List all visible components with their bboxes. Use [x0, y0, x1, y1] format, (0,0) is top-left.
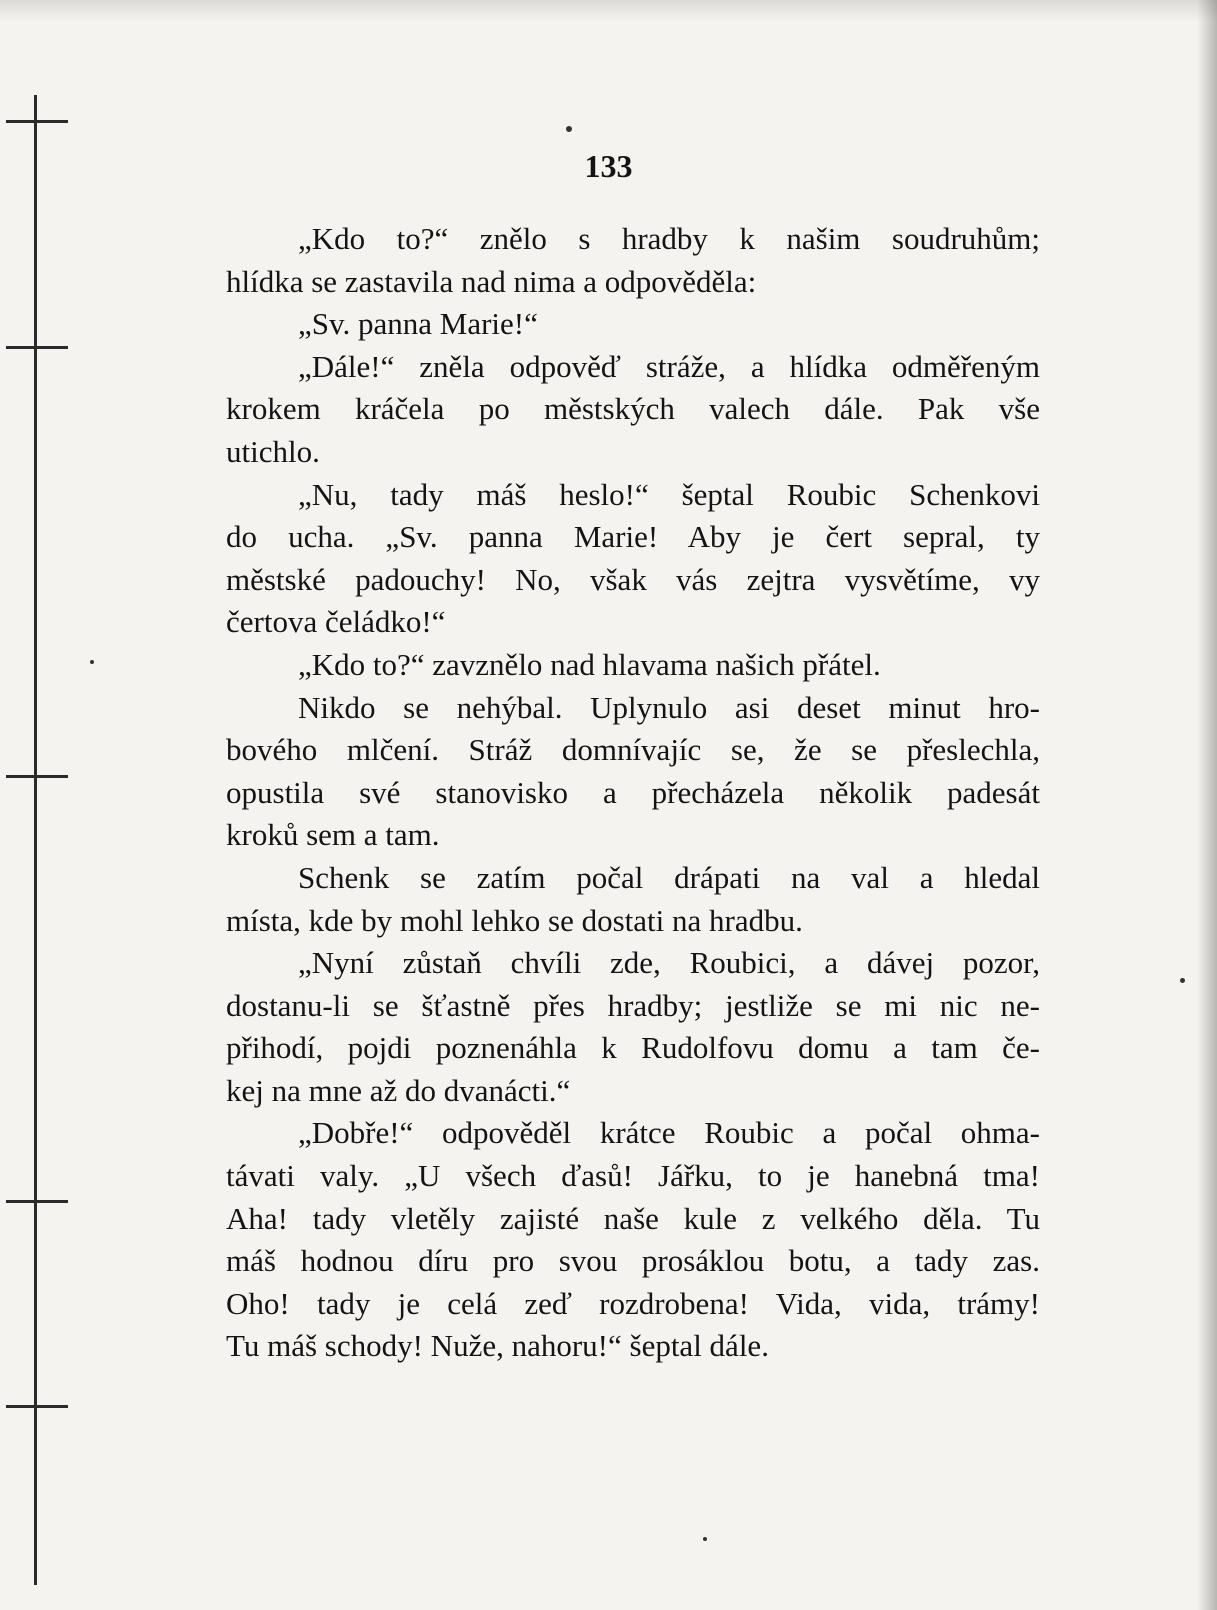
speck: [1180, 978, 1185, 983]
text-line: „Kdo to?“ zavznělo nad hlavama našich přátel.: [298, 646, 881, 682]
page-top-shadow: [0, 0, 1217, 22]
page-number: 133: [584, 148, 633, 184]
text-line: máš hodnou díru pro svou prosáklou botu, a tady zas.: [226, 1243, 1040, 1279]
text-line: městské padouchy! No, však vás zejtra vysvětíme, vy: [226, 561, 1040, 597]
text-line: čertova čeládko!“: [226, 604, 446, 640]
text-line: opustila své stanovisko a přecházela několik padesát: [226, 774, 1040, 810]
binding-tick: [6, 1405, 68, 1408]
text-line: přihodí, pojdi poznenáhla k Rudolfovu domu a tam če-: [226, 1030, 1040, 1066]
text-line: krokem kráčela po městských valech dále. Pak vše: [226, 391, 1040, 427]
text-line: távati valy. „U všech ďasů! Jářku, to je hanebná tma!: [226, 1158, 1040, 1194]
text-line: kej na mne až do dvanácti.“: [226, 1072, 571, 1108]
text-line: kroků sem a tam.: [226, 817, 440, 853]
body-text: [226, 218, 1040, 1368]
binding-tick: [6, 1200, 68, 1203]
text-line: místa, kde by mohl lehko se dostati na hradbu.: [226, 902, 803, 938]
binding-tick: [6, 120, 68, 123]
text-line: Schenk se zatím počal drápati na val a hledal: [298, 859, 1040, 895]
binding-line: [34, 95, 37, 1585]
text-line: do ucha. „Sv. panna Marie! Aby je čert sepral, ty: [226, 519, 1040, 555]
binding-tick: [6, 346, 68, 349]
binding-tick: [6, 775, 68, 778]
text-line: „Kdo to?“ znělo s hradby k našim soudruhům;: [298, 221, 1040, 256]
text-line: „Nyní zůstaň chvíli zde, Roubici, a dávej pozor,: [298, 945, 1040, 981]
text-line: dostanu-li se šťastně přes hradby; jestliže se mi nic ne-: [226, 987, 1040, 1023]
page-right-shadow: [1197, 0, 1217, 1610]
text-line: Tu máš schody! Nuže, nahoru!“ šeptal dále.: [226, 1328, 769, 1364]
text-line: „Sv. panna Marie!“: [298, 306, 538, 342]
text-line: bového mlčení. Stráž domnívajíc se, že se přeslechla,: [226, 732, 1040, 768]
speck: [566, 126, 572, 132]
text-line: „Dále!“ zněla odpověď stráže, a hlídka odměřeným: [298, 348, 1040, 384]
text-line: Nikdo se nehýbal. Uplynulo asi deset minut hro-: [298, 689, 1040, 725]
text-line: Oho! tady je celá zeď rozdrobena! Vida, vida, trámy!: [226, 1285, 1040, 1321]
speck: [90, 660, 94, 664]
text-line: „Nu, tady máš heslo!“ šeptal Roubic Schenkovi: [298, 476, 1040, 512]
text-line: utichlo.: [226, 433, 320, 469]
text-line: „Dobře!“ odpověděl krátce Roubic a počal ohma-: [298, 1115, 1040, 1151]
text-line: hlídka se zastavila nad nima a odpověděla:: [226, 263, 757, 299]
text-line: Aha! tady vletěly zajisté naše kule z velkého děla. Tu: [226, 1200, 1040, 1236]
speck: [703, 1537, 707, 1541]
